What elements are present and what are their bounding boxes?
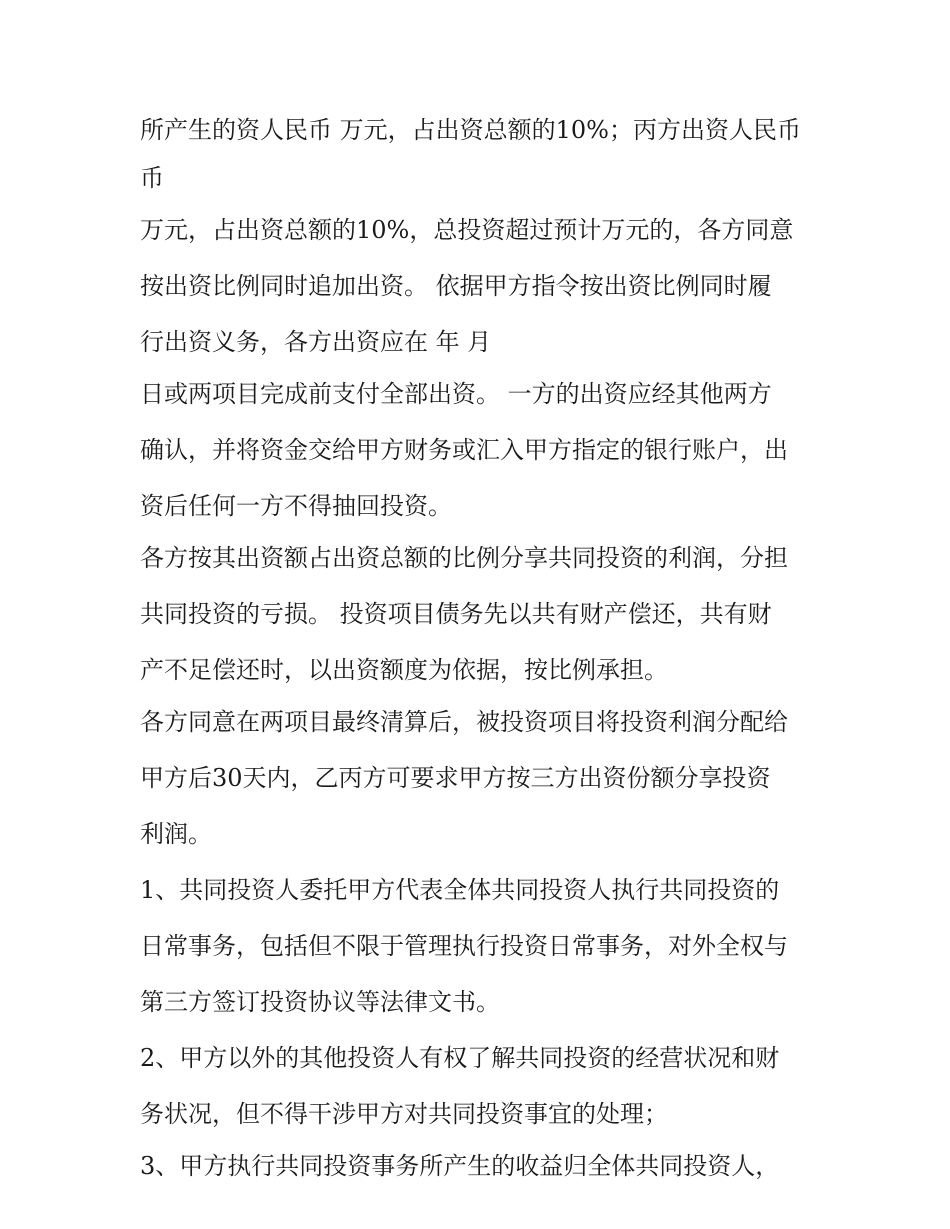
text-line: 各方同意在两项目最终清算后，被投资项目将投资利润分配给 <box>140 708 788 736</box>
text-line: 日或两项目完成前支付全部出资。 一方的出资应经其他两方 <box>140 380 772 408</box>
text-line: 确认，并将资金交给甲方财务或汇入甲方指定的银行账户，出 <box>140 436 788 464</box>
text-line: 利润。 <box>140 820 212 848</box>
text-line: 共同投资的亏损。 投资项目债务先以共有财产偿还，共有财 <box>140 600 772 628</box>
text-line: 甲方后30天内，乙丙方可要求甲方按三方出资份额分享投资 <box>140 764 771 792</box>
text-line: 币 <box>140 164 164 192</box>
text-line: 第三方签订投资协议等法律文书。 <box>140 988 500 1016</box>
text-line: 3、甲方执行共同投资事务所产生的收益归全体共同投资人， <box>140 1152 780 1180</box>
text-line: 按出资比例同时追加出资。 依据甲方指令按出资比例同时履 <box>140 272 772 300</box>
text-line: 1、共同投资人委托甲方代表全体共同投资人执行共同投资的 <box>140 876 780 904</box>
text-line: 资后任何一方不得抽回投资。 <box>140 492 452 520</box>
text-line: 2、甲方以外的其他投资人有权了解共同投资的经营状况和财 <box>140 1044 780 1072</box>
text-line: 万元，占出资总额的10%，总投资超过预计万元的，各方同意 <box>140 216 794 244</box>
text-line: 各方按其出资额占出资总额的比例分享共同投资的利润，分担 <box>140 544 788 572</box>
text-line: 所产生的资人民币 万元，占出资总额的10%；丙方出资人民币 <box>140 116 801 144</box>
text-line: 日常事务，包括但不限于管理执行投资日常事务，对外全权与 <box>140 932 788 960</box>
text-line: 行出资义务，各方出资应在 年 月 <box>140 328 492 356</box>
text-line: 务状况，但不得干涉甲方对共同投资事宜的处理； <box>140 1100 668 1128</box>
document-body <box>140 104 830 1196</box>
text-line: 产不足偿还时，以出资额度为依据，按比例承担。 <box>140 656 668 684</box>
